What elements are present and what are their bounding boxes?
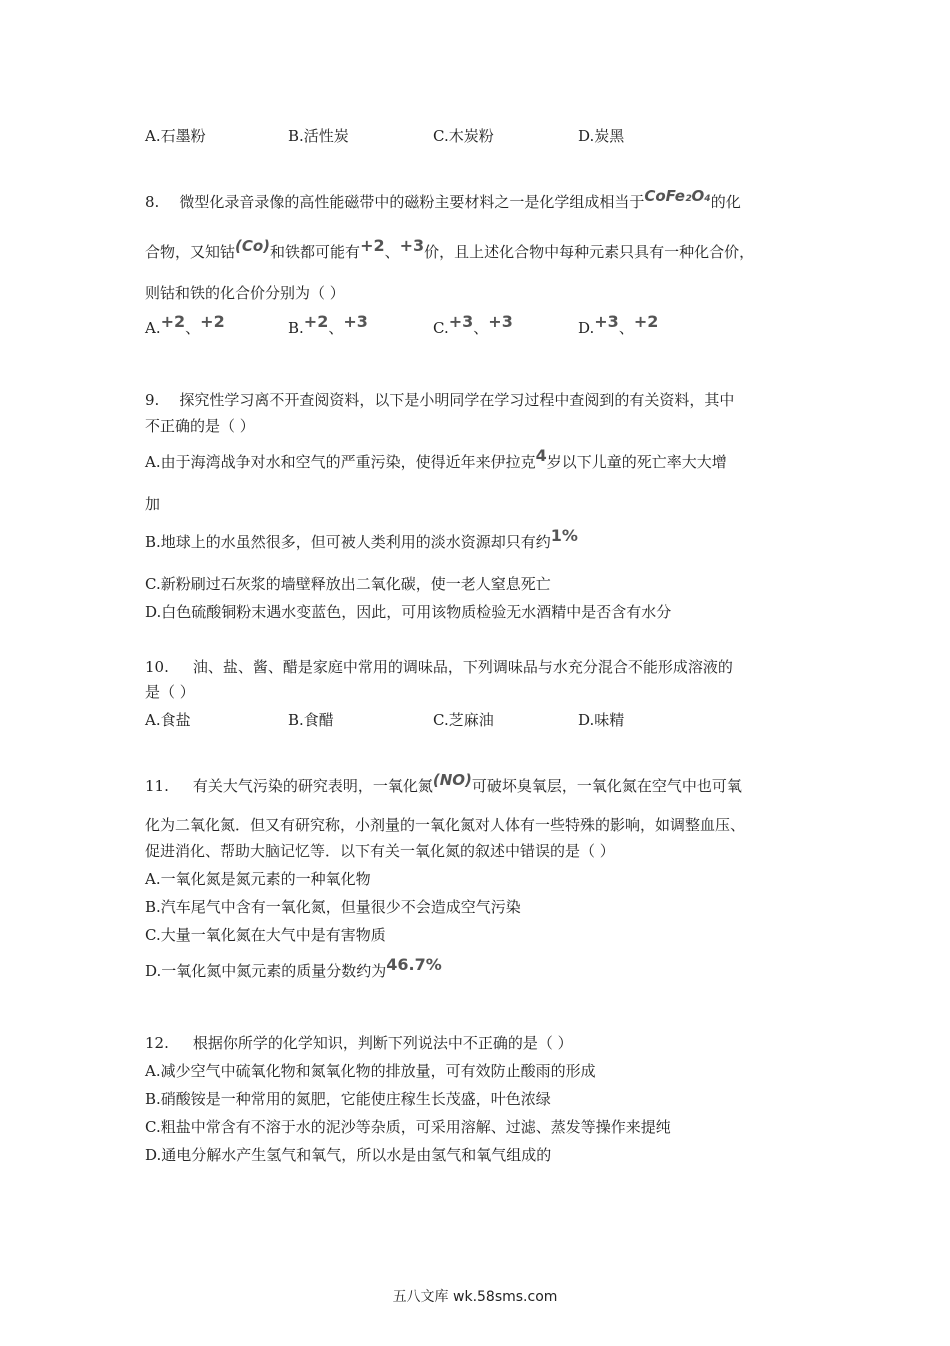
q8-line-3: 则钴和铁的化合价分别为（ ） — [145, 284, 345, 302]
q7-option-b: B.活性炭 — [288, 127, 349, 145]
q9-option-c: C.新粉刷过石灰浆的墙壁释放出二氧化碳，使一老人窒息死亡 — [145, 575, 551, 593]
q10-option-c: C.芝麻油 — [433, 711, 494, 729]
q12-line-1: 12. 根据你所学的化学知识，判断下列说法中不正确的是（ ） — [145, 1034, 573, 1052]
q11-no-formula: (NO) — [432, 771, 472, 789]
q10-number: 10. — [145, 658, 169, 676]
q9-option-b: B.地球上的水虽然很多，但可被人类利用的淡水资源却只有约1% — [145, 526, 578, 551]
q10-line-2: 是（ ） — [145, 683, 195, 701]
q9-line-2: 不正确的是（ ） — [145, 417, 255, 435]
q9-line-1: 9. 探究性学习离不开查阅资料，以下是小明同学在学习过程中查阅到的有关资料，其中 — [145, 391, 735, 409]
q11-line-2: 化为二氧化氮．但又有研究称，小剂量的一氧化氮对人体有一些特殊的影响，如调整血压、 — [145, 816, 746, 834]
q12-option-c: C.粗盐中常含有不溶于水的泥沙等杂质，可采用溶解、过滤、蒸发等操作来提纯 — [145, 1118, 671, 1136]
q8-option-d: D.+3、+2 — [578, 312, 659, 337]
q10-option-d: D.味精 — [578, 711, 625, 729]
q11-option-b: B.汽车尾气中含有一氧化氮，但量很少不会造成空气污染 — [145, 898, 521, 916]
q11-option-d: D.一氧化氮中氮元素的质量分数约为46.7% — [145, 955, 442, 980]
q8-option-a: A.+2、+2 — [145, 312, 225, 337]
q10-option-b: B.食醋 — [288, 711, 334, 729]
q8-option-c: C.+3、+3 — [433, 312, 513, 337]
q9-option-a: A.由于海湾战争对水和空气的严重污染，使得近年来伊拉克4岁以下儿童的死亡率大大增 — [145, 446, 727, 471]
q11-line-3: 促进消化、帮助大脑记忆等．以下有关一氧化氮的叙述中错误的是（ ） — [145, 842, 615, 860]
q7-option-d: D.炭黑 — [578, 127, 625, 145]
q11-option-c: C.大量一氧化氮在大气中是有害物质 — [145, 926, 386, 944]
q12-option-b: B.硝酸铵是一种常用的氮肥，它能使庄稼生长茂盛，叶色浓绿 — [145, 1090, 551, 1108]
q9-number: 9. — [145, 391, 160, 409]
q12-number: 12. — [145, 1034, 169, 1052]
page-footer: 五八文库 wk.58sms.com — [392, 1289, 558, 1305]
q10-option-a: A.食盐 — [145, 711, 191, 729]
q11-number: 11. — [145, 777, 169, 795]
q8-cobalt-symbol: (Co) — [235, 237, 271, 255]
q11-option-a: A.一氧化氮是氮元素的一种氧化物 — [145, 870, 371, 888]
q8-number: 8. — [145, 193, 160, 211]
q8-formula: CoFe₂O₄ — [644, 187, 711, 205]
q7-option-c: C.木炭粉 — [433, 127, 494, 145]
q10-line-1: 10. 油、盐、酱、醋是家庭中常用的调味品，下列调味品与水充分混合不能形成溶液的 — [145, 658, 733, 676]
q12-option-a: A.减少空气中硫氧化物和氮氧化物的排放量，可有效防止酸雨的形成 — [145, 1062, 596, 1080]
q11-line-1: 11. 有关大气污染的研究表明，一氧化氮(NO)可破坏臭氧层，一氧化氮在空气中也可氧 — [145, 771, 742, 795]
q9-option-d: D.白色硫酸铜粉末遇水变蓝色，因此，可用该物质检验无水酒精中是否含有水分 — [145, 603, 672, 621]
q9-option-a-cont: 加 — [145, 495, 161, 513]
q8-option-b: B.+2、+3 — [288, 312, 368, 337]
q8-line-1: 8. 微型化录音录像的高性能磁带中的磁粉主要材料之一是化学组成相当于CoFe₂O₄的化 — [145, 187, 741, 211]
q7-option-a: A.石墨粉 — [145, 127, 206, 145]
q12-option-d: D.通电分解水产生氢气和氧气，所以水是由氢气和氧气组成的 — [145, 1146, 552, 1164]
q8-line-2: 合物，又知钴(Co)和铁都可能有+2、+3价，且上述化合物中每种元素只具有一种化合价， — [145, 236, 755, 261]
